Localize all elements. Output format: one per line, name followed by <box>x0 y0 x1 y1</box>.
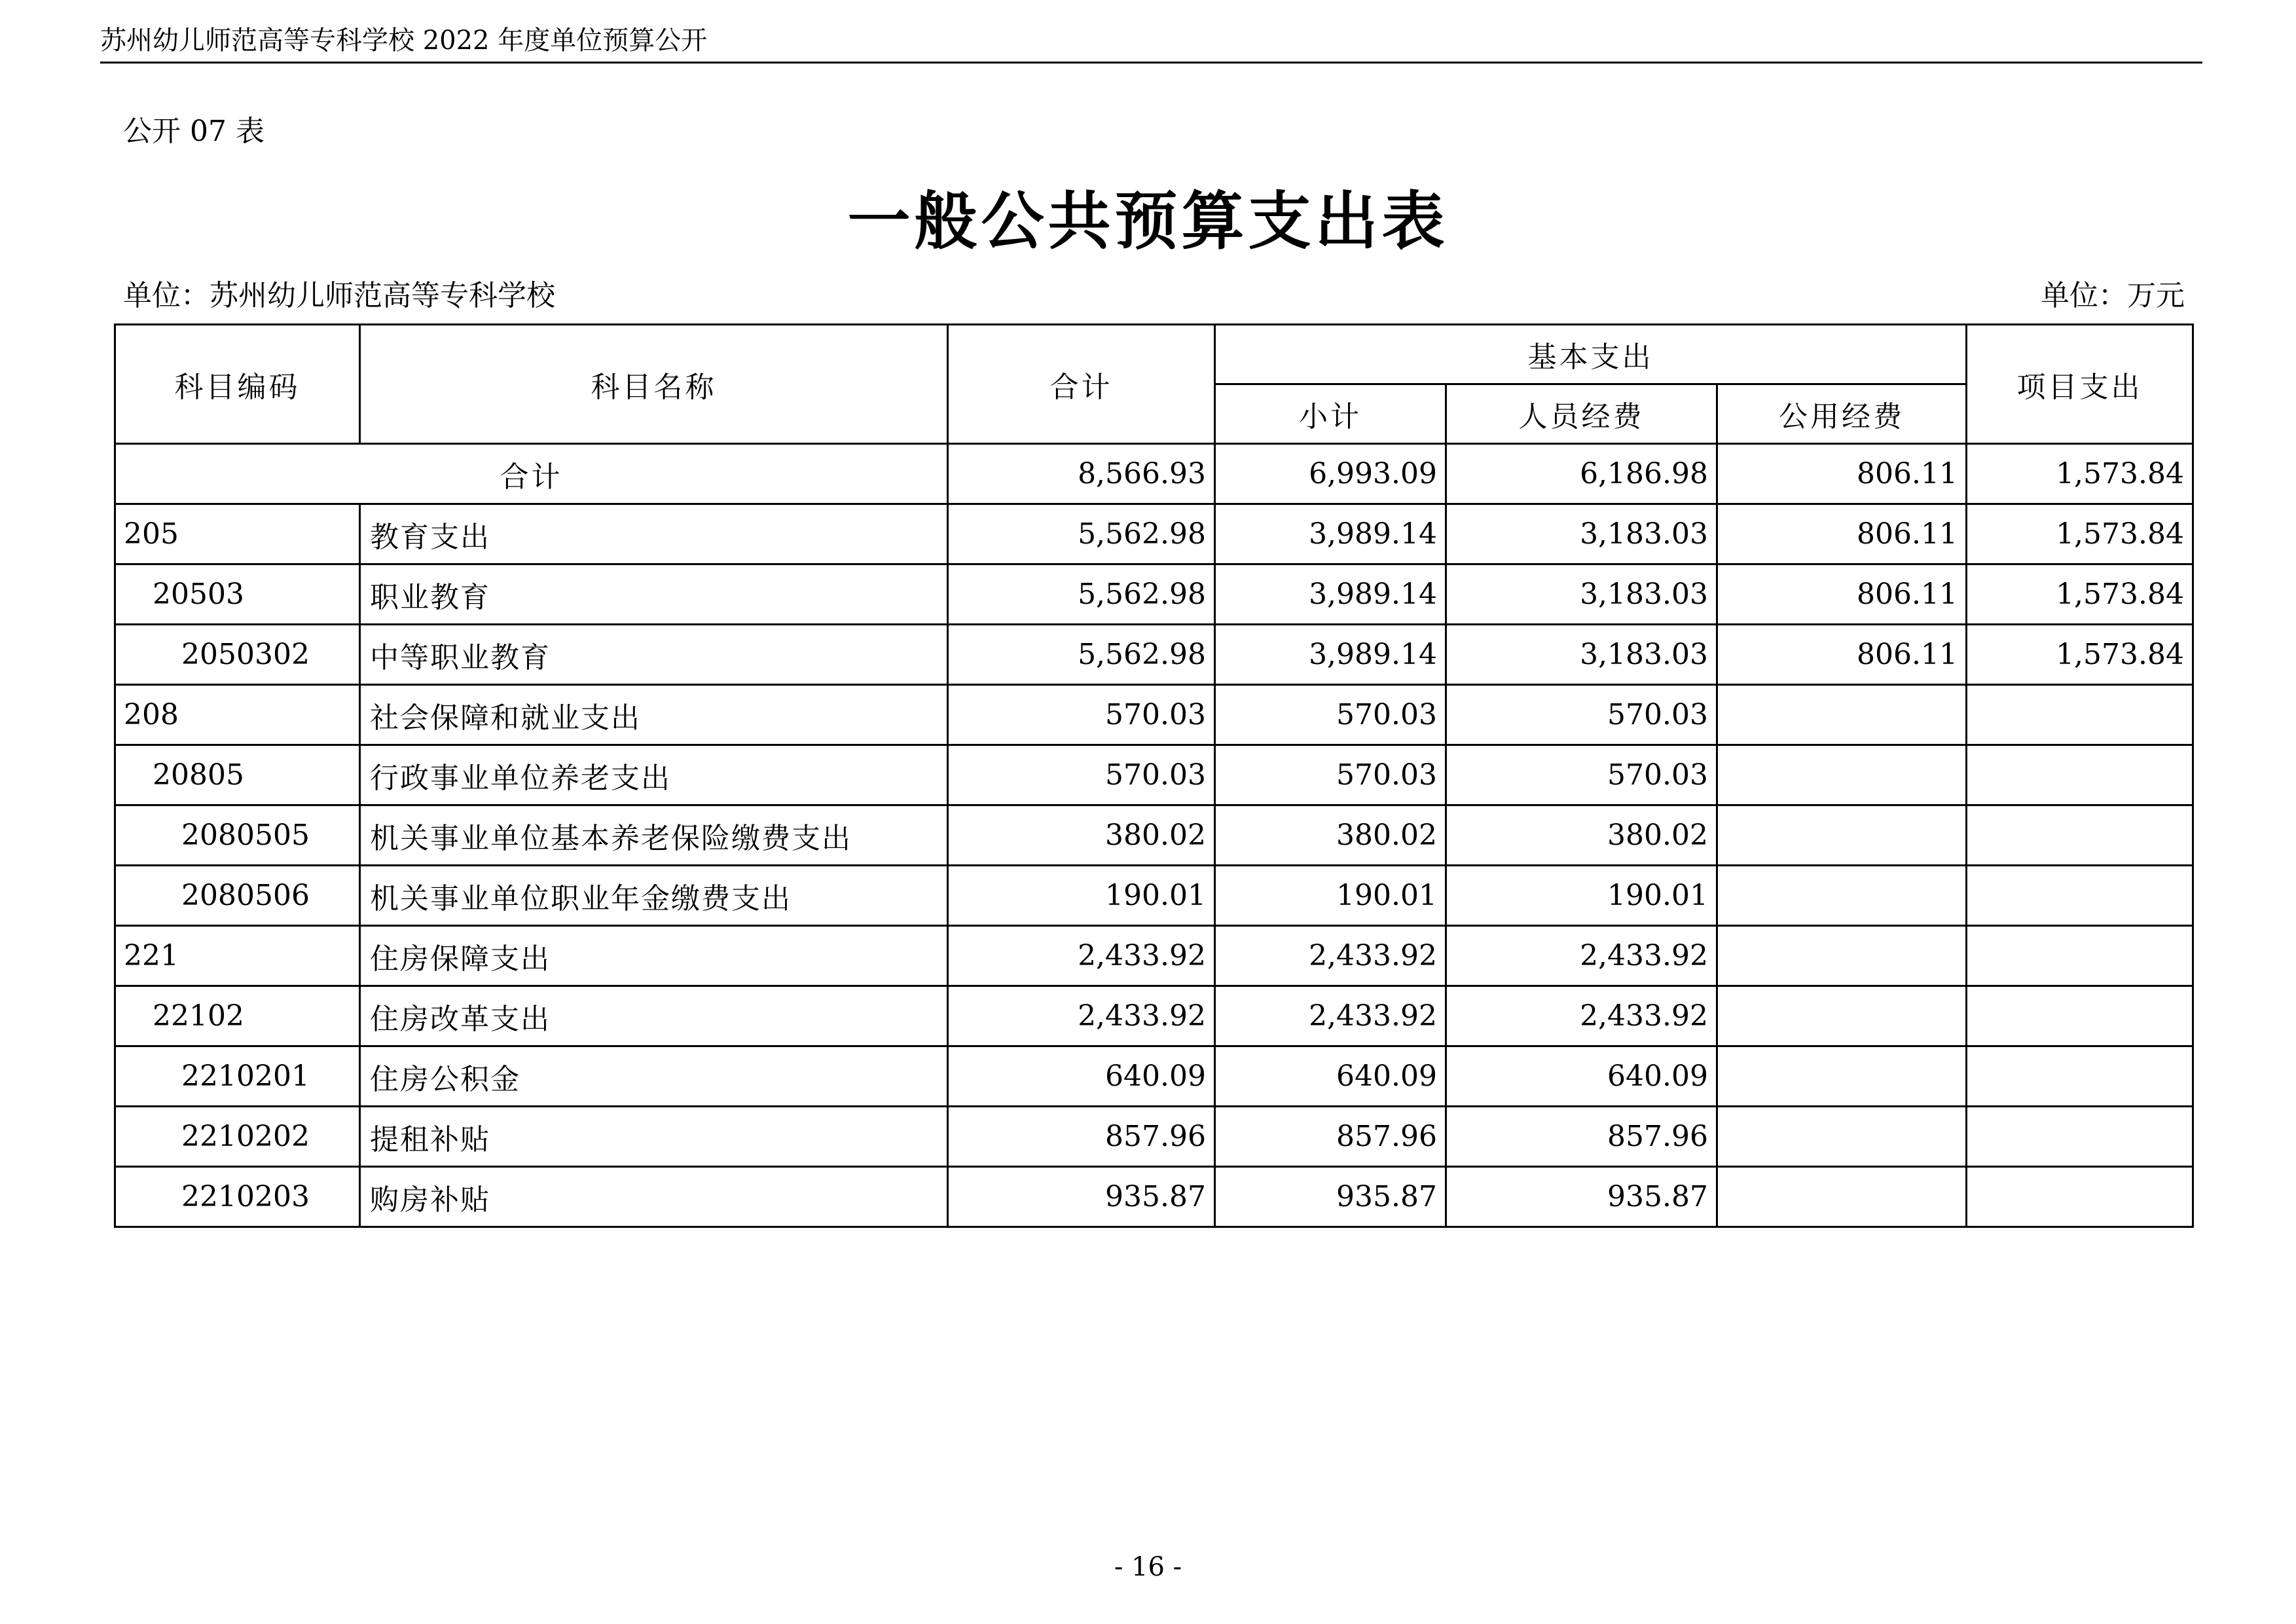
name-cell: 机关事业单位基本养老保险缴费支出 <box>360 805 948 866</box>
subtotal-cell: 3,989.14 <box>1215 504 1446 564</box>
subtotal-cell: 3,989.14 <box>1215 564 1446 625</box>
table-row <box>115 685 2193 745</box>
currency-unit: 单位：万元 <box>2041 279 2185 312</box>
project-cell <box>1967 926 2193 986</box>
header-personnel: 人员经费 <box>1446 384 1717 444</box>
public-cell: 806.11 <box>1717 564 1967 625</box>
name-cell: 社会保障和就业支出 <box>360 685 948 745</box>
total-cell: 570.03 <box>948 745 1215 805</box>
project-cell: 1,573.84 <box>1967 564 2193 625</box>
name-cell: 教育支出 <box>360 504 948 564</box>
personnel-cell: 190.01 <box>1446 866 1717 926</box>
project-cell <box>1967 986 2193 1046</box>
subtotal-cell: 3,989.14 <box>1215 625 1446 685</box>
code-cell: 2050302 <box>115 625 360 685</box>
total-cell: 935.87 <box>948 1167 1215 1227</box>
public-cell: 806.11 <box>1717 444 1967 504</box>
public-cell <box>1717 685 1967 745</box>
total-cell: 2,433.92 <box>948 986 1215 1046</box>
project-cell: 1,573.84 <box>1967 444 2193 504</box>
name-cell: 住房公积金 <box>360 1046 948 1107</box>
total-cell: 5,562.98 <box>948 504 1215 564</box>
project-cell <box>1967 866 2193 926</box>
table-row <box>115 1167 2193 1227</box>
personnel-cell: 570.03 <box>1446 745 1717 805</box>
header-public: 公用经费 <box>1717 384 1967 444</box>
table-row <box>115 504 2193 564</box>
name-cell: 住房保障支出 <box>360 926 948 986</box>
public-cell: 806.11 <box>1717 504 1967 564</box>
total-cell: 640.09 <box>948 1046 1215 1107</box>
subtotal-cell: 570.03 <box>1215 745 1446 805</box>
header-divider <box>100 62 2202 64</box>
project-cell <box>1967 1107 2193 1167</box>
subtotal-cell: 6,993.09 <box>1215 444 1446 504</box>
name-cell: 中等职业教育 <box>360 625 948 685</box>
table-row <box>115 986 2193 1046</box>
personnel-cell: 2,433.92 <box>1446 986 1717 1046</box>
public-cell <box>1717 986 1967 1046</box>
personnel-cell: 857.96 <box>1446 1107 1717 1167</box>
personnel-cell: 6,186.98 <box>1446 444 1717 504</box>
name-cell: 住房改革支出 <box>360 986 948 1046</box>
personnel-cell: 3,183.03 <box>1446 504 1717 564</box>
header-total: 合计 <box>948 325 1215 444</box>
public-cell <box>1717 1046 1967 1107</box>
code-cell: 221 <box>115 926 360 986</box>
personnel-cell: 2,433.92 <box>1446 926 1717 986</box>
subtotal-cell: 2,433.92 <box>1215 986 1446 1046</box>
name-cell: 提租补贴 <box>360 1107 948 1167</box>
personnel-cell: 380.02 <box>1446 805 1717 866</box>
subtotal-cell: 2,433.92 <box>1215 926 1446 986</box>
total-cell: 8,566.93 <box>948 444 1215 504</box>
name-cell: 机关事业单位职业年金缴费支出 <box>360 866 948 926</box>
subtotal-cell: 380.02 <box>1215 805 1446 866</box>
personnel-cell: 3,183.03 <box>1446 564 1717 625</box>
name-cell: 购房补贴 <box>360 1167 948 1227</box>
total-cell: 2,433.92 <box>948 926 1215 986</box>
header-basic: 基本支出 <box>1215 325 1967 384</box>
project-cell: 1,573.84 <box>1967 504 2193 564</box>
page-number: - 16 - <box>1114 1552 1182 1582</box>
total-cell: 380.02 <box>948 805 1215 866</box>
header-subtotal: 小计 <box>1215 384 1446 444</box>
table-number: 公开 07 表 <box>123 115 264 148</box>
code-cell: 205 <box>115 504 360 564</box>
total-cell: 857.96 <box>948 1107 1215 1167</box>
total-cell: 5,562.98 <box>948 564 1215 625</box>
code-cell: 2080506 <box>115 866 360 926</box>
subtotal-cell: 570.03 <box>1215 685 1446 745</box>
public-cell <box>1717 926 1967 986</box>
project-cell <box>1967 745 2193 805</box>
public-cell: 806.11 <box>1717 625 1967 685</box>
public-cell <box>1717 805 1967 866</box>
code-cell: 2210201 <box>115 1046 360 1107</box>
organization-unit: 单位：苏州幼儿师范高等专科学校 <box>123 279 555 312</box>
code-cell: 2210202 <box>115 1107 360 1167</box>
document-header: 苏州幼儿师范高等专科学校 2022 年度单位预算公开 <box>100 26 708 56</box>
code-cell: 20503 <box>115 564 360 625</box>
total-label: 合计 <box>115 444 948 504</box>
subtotal-cell: 935.87 <box>1215 1167 1446 1227</box>
code-cell: 2080505 <box>115 805 360 866</box>
personnel-cell: 640.09 <box>1446 1046 1717 1107</box>
personnel-cell: 570.03 <box>1446 685 1717 745</box>
subtotal-cell: 640.09 <box>1215 1046 1446 1107</box>
table-row <box>115 625 2193 685</box>
total-cell: 5,562.98 <box>948 625 1215 685</box>
header-name: 科目名称 <box>360 325 948 444</box>
project-cell <box>1967 1046 2193 1107</box>
public-cell <box>1717 1167 1967 1227</box>
code-cell: 20805 <box>115 745 360 805</box>
personnel-cell: 935.87 <box>1446 1167 1717 1227</box>
name-cell: 职业教育 <box>360 564 948 625</box>
header-project: 项目支出 <box>1967 325 2193 444</box>
header-code: 科目编码 <box>115 325 360 444</box>
name-cell: 行政事业单位养老支出 <box>360 745 948 805</box>
public-cell <box>1717 1107 1967 1167</box>
code-cell: 208 <box>115 685 360 745</box>
total-row <box>115 444 2193 504</box>
table-row <box>115 926 2193 986</box>
public-cell <box>1717 866 1967 926</box>
project-cell <box>1967 685 2193 745</box>
table-row <box>115 866 2193 926</box>
table-row <box>115 1107 2193 1167</box>
table-row <box>115 1046 2193 1107</box>
public-cell <box>1717 745 1967 805</box>
table-row <box>115 745 2193 805</box>
page-title: 一般公共预算支出表 <box>847 184 1449 258</box>
total-cell: 190.01 <box>948 866 1215 926</box>
table-row <box>115 564 2193 625</box>
total-cell: 570.03 <box>948 685 1215 745</box>
personnel-cell: 3,183.03 <box>1446 625 1717 685</box>
project-cell <box>1967 1167 2193 1227</box>
subtotal-cell: 857.96 <box>1215 1107 1446 1167</box>
subtotal-cell: 190.01 <box>1215 866 1446 926</box>
budget-table <box>114 323 2194 1228</box>
code-cell: 22102 <box>115 986 360 1046</box>
project-cell: 1,573.84 <box>1967 625 2193 685</box>
table-row <box>115 805 2193 866</box>
code-cell: 2210203 <box>115 1167 360 1227</box>
project-cell <box>1967 805 2193 866</box>
